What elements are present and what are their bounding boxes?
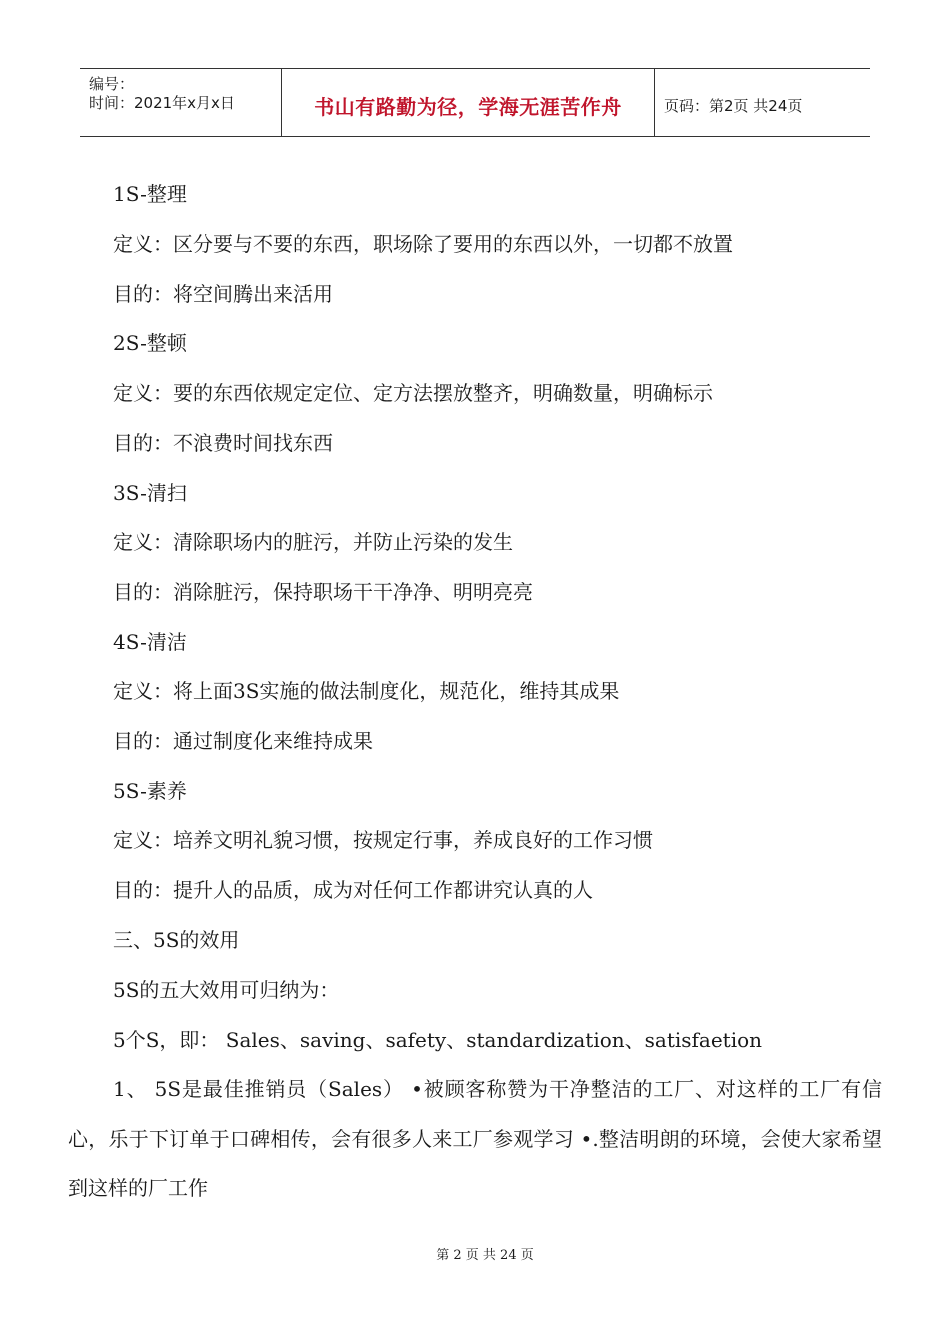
effect-paragraph: 1、 5S是最佳推销员（Sales） •被顾客称赞为干净整洁的工厂、对这样的工厂有信心，乐于下订单于口碑相传，会有很多人来工厂参观学习 •.整洁明朗的环境，会使大家希望到这样的厂工作 [68,1077,882,1200]
heading-1s: 1S-整理 [113,182,187,206]
purpose-3s: 目的：消除脏污，保持职场干干净净、明明亮亮 [113,580,533,604]
section-heading: 三、5S的效用 [113,928,240,952]
header-page-cell [655,69,870,136]
definition-2s: 定义：要的东西依规定定位、定方法摆放整齐，明确数量，明确标示 [113,381,713,405]
page-footer: 第 2 页 共 24 页 [436,1248,534,1263]
heading-4s: 4S-清洁 [113,630,187,654]
definition-1s: 定义：区分要与不要的东西，职场除了要用的东西以外，一切都不放置 [113,232,733,256]
purpose-4s: 目的：通过制度化来维持成果 [113,729,373,753]
number-label: 编号： [89,75,135,93]
definition-4s: 定义：将上面3S实施的做法制度化，规范化，维持其成果 [113,679,620,703]
date-label: 时间：2021年x月x日 [89,94,235,112]
page-header [80,68,870,137]
motto: 书山有路勤为径，学海无涯苦作舟 [314,95,622,119]
heading-3s: 3S-清扫 [113,481,187,505]
purpose-1s: 目的：将空间腾出来活用 [113,282,333,306]
definition-5s: 定义：培养文明礼貌习惯，按规定行事，养成良好的工作习惯 [113,828,653,852]
page-info: 页码：第2页 共24页 [664,97,803,115]
summary-intro: 5S的五大效用可归纳为： [113,978,340,1002]
purpose-5s: 目的：提升人的品质，成为对任何工作都讲究认真的人 [113,878,593,902]
heading-5s: 5S-素养 [113,779,187,803]
header-motto-cell [282,69,655,136]
heading-2s: 2S-整顿 [113,331,187,355]
five-s-list: 5个S，即： Sales、saving、safety、standardization、satisfaetion [113,1028,763,1052]
definition-3s: 定义：清除职场内的脏污，并防止污染的发生 [113,530,513,554]
header-meta-cell [80,69,282,136]
purpose-2s: 目的：不浪费时间找东西 [113,431,333,455]
